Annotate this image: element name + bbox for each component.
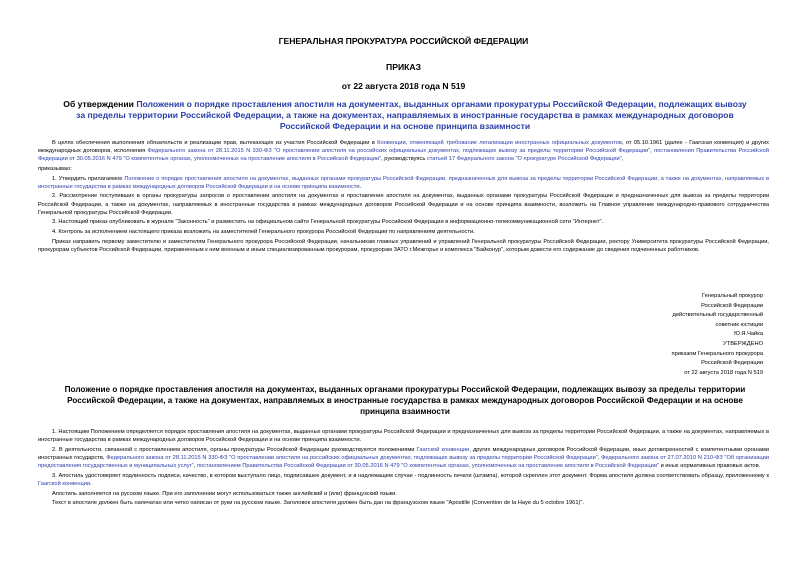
- hague-convention-link-2[interactable]: Гаагской конвенции: [416, 446, 470, 453]
- distribution-paragraph: Приказ направить первому заместителю и заместителям Генерального прокурора Российской Федерации, начальникам главных управлений и управлений Генеральной прокуратуры Российской Федерации, ректору Университета прокуратуры Российской Федерации, прокурорам субъектов Российской Федерации, приравненным к ним военным и иным специализированным прокурорам, прокурорам ЗАТО г.Межгорье и комплекса "Байконур", которым довести его содержание до сведения подчиненных работников.: [38, 238, 769, 253]
- document-date-number: от 22 августа 2018 года N 519: [341, 81, 466, 91]
- regulation-item-2-text-4: ,: [193, 463, 197, 470]
- signature-name: Ю.Я.Чайка: [734, 331, 763, 338]
- regulation-item-3-text-1: 3. Апостиль удостоверяет подлинность подписи, качество, в котором выступало лицо, подписавшее документ, и в надлежащем случае - подлинность печати (штампа), которой скреплен этот документ. Форма апостиля должна соответствовать образцу, приложенному к: [52, 472, 769, 479]
- regulation-item-2: [38, 446, 769, 471]
- regulation-item-5: Текст в апостиле должен быть напечатан или четко написан от руки на русском языке. Заголовок апостиля должен быть дан на французском языке "Apostille (Convention de la Haye du 5 octobre 1961)".: [52, 500, 584, 507]
- order-item-1-text: 1. Утвердить прилагаемое: [52, 175, 125, 182]
- regulation-body: [38, 428, 769, 509]
- hague-convention-link-3[interactable]: Гаагской конвенции: [38, 481, 91, 487]
- signature-line-1: Генеральный прокурор: [702, 293, 763, 299]
- regulation-item-2-text-1: 2. В деятельности, связанной с проставлением апостиля, органы прокуратуры Российской Федерации руководствуются положениями: [52, 446, 417, 453]
- order-item-1-end: .: [359, 183, 362, 190]
- hague-convention-link[interactable]: Конвенции, отменяющей требование легализации иностранных официальных документов: [377, 140, 622, 146]
- regulation-item-2-text-3: ,: [597, 455, 602, 461]
- preamble-text-1: В целях обеспечения выполнения обязательств и реализации прав, вытекающих из участия Российской Федерации в: [52, 140, 378, 146]
- approved-line-1: УТВЕРЖДЕНО: [723, 340, 763, 347]
- approved-line-3: Российской Федерации: [701, 360, 763, 367]
- order-body: [38, 139, 769, 255]
- signature-line-3: действительный государственный: [672, 312, 763, 319]
- regulation-title: Положение о порядке проставления апостиля на документах, выданных органами прокуратуры Российской Федерации, подлежащих вывозу за пределы территории Российской Федерации, а также на документах, направляемых в иностранные государства в рамках международных договоров Российской Федерации и на основе принципа взаимности: [64, 385, 746, 416]
- order-item-3: 3. Настоящий приказ опубликовать в журнале "Законность" и разместить на официальном сайте Генеральной прокуратуры Российской Федерации в информационно-телекоммуникационной сети "Интернет".: [52, 219, 604, 226]
- order-title: [60, 99, 750, 132]
- regulation-link[interactable]: Положение о порядке проставления апостиля на документах, выданных органами прокуратуры Российской Федерации, предназначенных для вывоза за пределы территории Российской Федерации, а также на документах, направляемых в иностранные государства в рамках международных договоров Российской Федерации и на основе принципа взаимности: [38, 175, 769, 190]
- signature-block: [583, 292, 763, 378]
- order-item-4: 4. Контроль за исполнением настоящего приказа возложить на заместителей Генерального прокурора Российской Федерации по направлениям деятельности.: [52, 228, 475, 235]
- regulation-item-2-text-2: , других международных договоров Российской Федерации, иных договоренностей с компетентными органами иностранных государств,: [38, 446, 769, 461]
- regulation-item-2-text-5: и иных нормативных правовых актов.: [659, 463, 761, 470]
- order-item-1: [38, 175, 769, 191]
- regulation-item-3-text-2: .: [90, 481, 92, 487]
- agency-heading: ГЕНЕРАЛЬНАЯ ПРОКУРАТУРА РОССИЙСКОЙ ФЕДЕРАЦИИ: [278, 36, 529, 46]
- approved-line-2: приказом Генерального прокурора: [671, 350, 763, 357]
- order-title-prefix: Об утверждении: [63, 99, 137, 109]
- federal-law-330-link[interactable]: Федерального закона от 28.11.2015 N 330-ФЗ "О проставлении апостиля на российских официальных документах, подлежащих вывозу за пределы территории Российской Федерации": [147, 148, 651, 155]
- regulation-item-1: 1. Настоящим Положением определяется порядок проставления апостиля на документах, выданных органами прокуратуры Российской Федерации и предназначенных для вывоза за пределы территории Российской Федерации, а также на документах, направляемых в иностранные государства в рамках международных договоров Российской Федерации и на основе принципа взаимности.: [38, 429, 769, 444]
- document-type: ПРИКАЗ: [386, 62, 421, 72]
- regulation-item-3: [38, 472, 769, 488]
- government-decree-479-link-2[interactable]: постановлением Правительства Российской Федерации от 30.05.2016 N 479 "О компетентных органах, уполномоченных на проставление апостиля в Российской Федерации": [196, 463, 660, 470]
- approved-line-4: от 22 августа 2018 года N 519: [684, 369, 763, 376]
- prosecution-law-article-17-link[interactable]: статьей 17 Федерального закона "О прокуратуре Российской Федерации": [426, 156, 622, 163]
- government-decree-479-link[interactable]: постановления Правительства Российской Федерации от 30.05.2016 N 479 "О компетентных органах, уполномоченных на проставление апостиля в Российской Федерации": [38, 148, 769, 163]
- preamble-paragraph: [38, 139, 769, 164]
- order-word: приказываю:: [38, 166, 72, 172]
- order-item-2: 2. Рассмотрение поступивших в органы прокуратуры запросов о проставлении апостиля на документах и проставление апостиля на документах, выданных органами прокуратуры Российской Федерации и предназначенных для вывоза за пределы территории Российской Федерации, а также на документах, направляемых в иностранные государства в рамках международных договоров Российской Федерации и на основе принципа взаимности, возложить на Главное управление международно-правового сотрудничества Генеральной прокуратуры Российской Федерации.: [38, 193, 769, 216]
- preamble-text-4: , руководствуясь: [381, 156, 427, 163]
- federal-law-210-link[interactable]: Федерального закона от 27.07.2010 N 210-ФЗ "Об организации предоставления государственных и муниципальных услуг": [38, 455, 769, 470]
- federal-law-330-link-2[interactable]: Федерального закона от 28.11.2015 N 330-ФЗ "О проставлении апостиля на российских официальных документах, подлежащих вывозу за пределы территории Российской Федерации": [106, 455, 598, 461]
- regulation-item-4: Апостиль заполняется на русском языке. При его заполнении могут использоваться также английский и (или) французский языки.: [52, 490, 397, 497]
- preamble-text-2: , от 05.10.1961 (далее - Гаагская конвенция) и других международных договоров, исполнения: [38, 140, 770, 155]
- signature-line-4: советник юстиции: [715, 321, 763, 328]
- signature-line-2: Российской Федерации: [701, 302, 763, 309]
- order-title-link[interactable]: Положения о порядке проставления апостиля на документах, выданных органами прокуратуры Российской Федерации, подлежащих вывозу за пределы территории Российской Федерации, а также на документах, направляемых в иностранные государства в рамках международных договоров Российской Федерации и на основе принципа взаимности: [76, 99, 747, 131]
- preamble-text-3: ,: [650, 148, 655, 155]
- preamble-text-5: ,: [621, 156, 624, 163]
